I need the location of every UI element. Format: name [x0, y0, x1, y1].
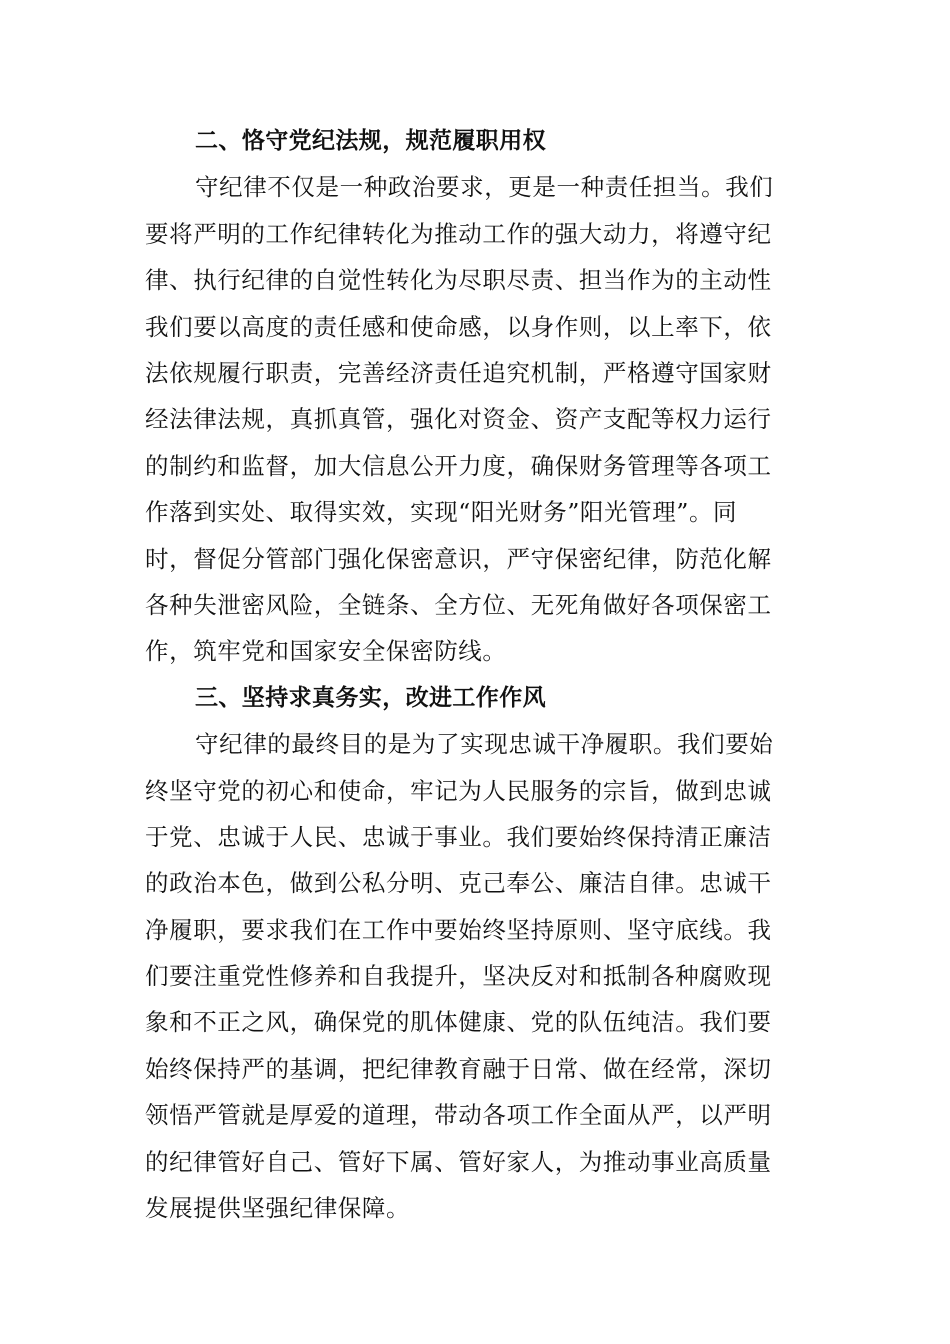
paragraph-line: 作，筑牢党和国家安全保密防线。 [145, 637, 507, 666]
paragraph-line: 各种失泄密风险，全链条、全方位、无死角做好各项保密工 [145, 590, 772, 619]
paragraph-line: 守纪律的最终目的是为了实现忠诚干净履职。我们要始 [195, 730, 774, 759]
paragraph-line: 终坚守党的初心和使命，牢记为人民服务的宗旨，做到忠诚 [145, 776, 772, 805]
paragraph-line: 作落到实处、取得实效，实现“阳光财务”阳光管理”。同 [145, 498, 738, 527]
section-paragraph-3 [145, 721, 810, 1231]
paragraph-line: 发展提供坚强纪律保障。 [145, 1194, 411, 1223]
section-paragraph-2 [145, 164, 810, 674]
paragraph-line: 领悟严管就是厚爱的道理，带动各项工作全面从严，以严明 [145, 1101, 772, 1130]
paragraph-line: 净履职，要求我们在工作中要始终坚持原则、坚守底线。我 [145, 915, 772, 944]
paragraph-line: 于党、忠诚于人民、忠诚于事业。我们要始终保持清正廉洁 [145, 822, 772, 851]
paragraph-line: 的政治本色，做到公私分明、克己奉公、廉洁自律。忠诚干 [145, 869, 772, 898]
paragraph-line: 们要注重党性修养和自我提升，坚决反对和抵制各种腐败现 [145, 962, 772, 991]
paragraph-line: 的纪律管好自己、管好下属、管好家人，为推动事业高质量 [145, 1147, 772, 1176]
section-heading-2: 二、恪守党纪法规，规范履职用权 [195, 128, 546, 154]
paragraph-line: 法依规履行职责，完善经济责任追究机制，严格遵守国家财 [145, 358, 772, 387]
section-heading-3: 三、坚持求真务实，改进工作作风 [195, 684, 546, 711]
paragraph-line: 我们要以高度的责任感和使命感，以身作则，以上率下，依 [145, 312, 772, 341]
paragraph-line: 守纪律不仅是一种政治要求，更是一种责任担当。我们 [195, 173, 774, 202]
paragraph-line: 要将严明的工作纪律转化为推动工作的强大动力，将遵守纪 [145, 219, 772, 248]
paragraph-line: 的制约和监督，加大信息公开力度，确保财务管理等各项工 [145, 451, 772, 480]
paragraph-line: 律、执行纪律的自觉性转化为尽职尽责、担当作为的主动性 [145, 266, 772, 295]
paragraph-line: 时，督促分管部门强化保密意识，严守保密纪律，防范化解 [145, 544, 772, 573]
paragraph-line: 始终保持严的基调，把纪律教育融于日常、做在经常，深切 [145, 1054, 772, 1083]
document-body [145, 118, 810, 1231]
paragraph-line: 经法律法规，真抓真管，强化对资金、资产支配等权力运行 [145, 405, 772, 434]
paragraph-line: 象和不正之风，确保党的肌体健康、党的队伍纯洁。我们要 [145, 1008, 772, 1037]
